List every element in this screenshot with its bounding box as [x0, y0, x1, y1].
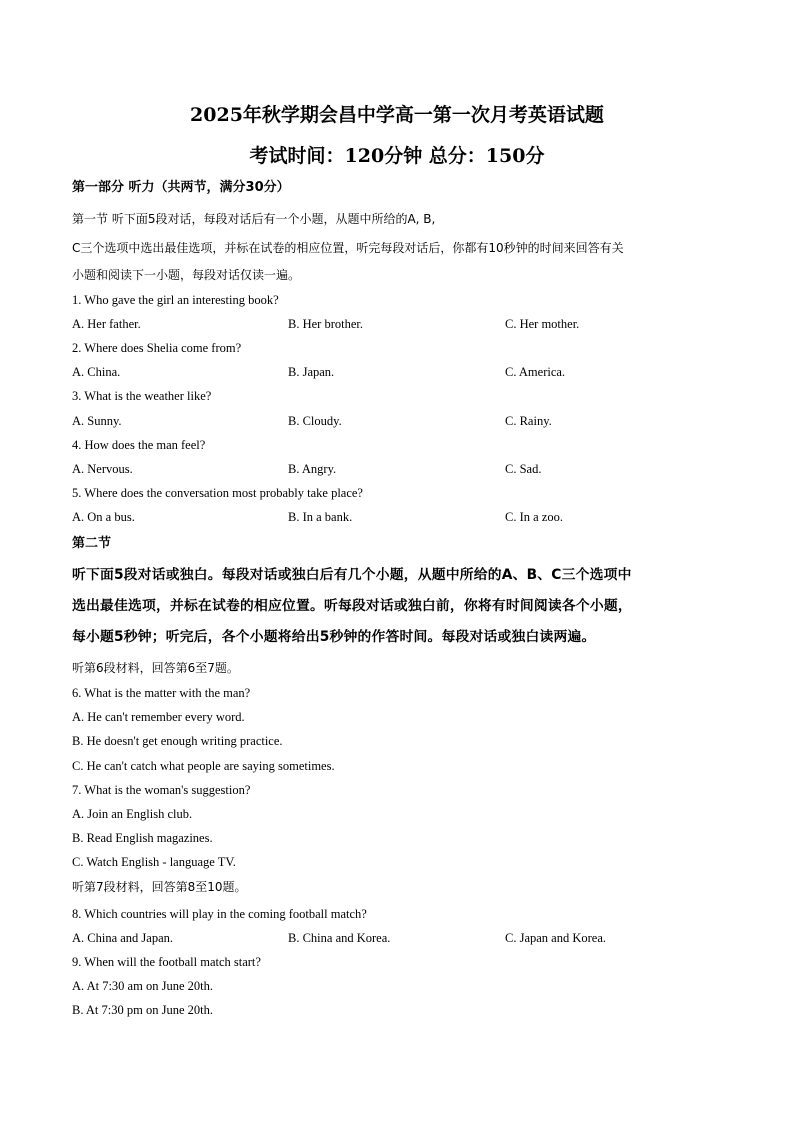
q7-option-a: A. Join an English club.: [72, 807, 193, 821]
q3-option-b: B. Cloudy.: [288, 414, 342, 428]
q7-option-b: B. Read English magazines.: [72, 831, 213, 845]
q6-option-c: C. He can't catch what people are saying sometimes.: [72, 759, 335, 773]
q5-option-c: C. In a zoo.: [505, 510, 563, 524]
q4-option-c: C. Sad.: [505, 462, 542, 476]
exam-subtitle: 考试时间：120分钟 总分：150分: [249, 145, 545, 167]
question-9: 9. When will the football match start?: [72, 955, 261, 969]
q2-option-c: C. America.: [505, 365, 566, 379]
section2-instruction-1: 听下面5段对话或独白。每段对话或独白后有几个小题，从题中所给的A、B、C三个选项中: [72, 567, 632, 583]
q2-option-b: B. Japan.: [288, 365, 335, 379]
q3-option-a: A. Sunny.: [72, 414, 122, 428]
q9-option-b: B. At 7:30 pm on June 20th.: [72, 1003, 213, 1017]
q7-option-c: C. Watch English - language TV.: [72, 855, 236, 869]
q5-option-a: A. On a bus.: [72, 510, 135, 524]
question-5: 5. Where does the conversation most probably take place?: [72, 486, 363, 500]
exam-title: 2025年秋学期会昌中学高一第一次月考英语试题: [190, 104, 604, 126]
q6-option-b: B. He doesn't get enough writing practice.: [72, 734, 283, 748]
sec1-intro-line-1: 第一节 听下面5段对话，每段对话后有一个小题，从题中所给的A, B,: [72, 212, 436, 226]
material-7-note: 听第7段材料，回答第8至10题。: [72, 880, 247, 894]
q5-option-b: B. In a bank.: [288, 510, 353, 524]
sec1-intro-line-3: 小题和阅读下一小题，每段对话仅读一遍。: [72, 268, 301, 282]
question-3: 3. What is the weather like?: [72, 389, 212, 403]
question-7: 7. What is the woman's suggestion?: [72, 783, 251, 797]
section2-instruction-2: 选出最佳选项，并标在试卷的相应位置。听每段对话或独白前，你将有时间阅读各个小题，: [72, 598, 632, 614]
q3-option-c: C. Rainy.: [505, 414, 552, 428]
q2-option-a: A. China.: [72, 365, 121, 379]
question-8: 8. Which countries will play in the coming football match?: [72, 907, 367, 921]
q1-option-c: C. Her mother.: [505, 317, 580, 331]
q9-option-a: A. At 7:30 am on June 20th.: [72, 979, 213, 993]
q8-option-c: C. Japan and Korea.: [505, 931, 607, 945]
question-2: 2. Where does Shelia come from?: [72, 341, 242, 355]
material-6-note: 听第6段材料，回答第6至7题。: [72, 661, 239, 675]
q4-option-b: B. Angry.: [288, 462, 337, 476]
q8-option-b: B. China and Korea.: [288, 931, 391, 945]
q1-option-b: B. Her brother.: [288, 317, 363, 331]
section2-instruction-3: 每小题5秒钟；听完后，各个小题将给出5秒钟的作答时间。每段对话或独白读两遍。: [72, 629, 596, 645]
q1-option-a: A. Her father.: [72, 317, 141, 331]
question-1: 1. Who gave the girl an interesting book?: [72, 293, 279, 307]
q4-option-a: A. Nervous.: [72, 462, 133, 476]
sec1-intro-line-2: C三个选项中选出最佳选项，并标在试卷的相应位置，听完每段对话后，你都有10秒钟的时间来回答有关: [72, 241, 624, 255]
q6-option-a: A. He can't remember every word.: [72, 710, 245, 724]
q8-option-a: A. China and Japan.: [72, 931, 174, 945]
part1-heading: 第一部分 听力（共两节，满分30分）: [72, 180, 290, 195]
question-4: 4. How does the man feel?: [72, 438, 206, 452]
question-6: 6. What is the matter with the man?: [72, 686, 251, 700]
section2-heading: 第二节: [72, 536, 112, 551]
